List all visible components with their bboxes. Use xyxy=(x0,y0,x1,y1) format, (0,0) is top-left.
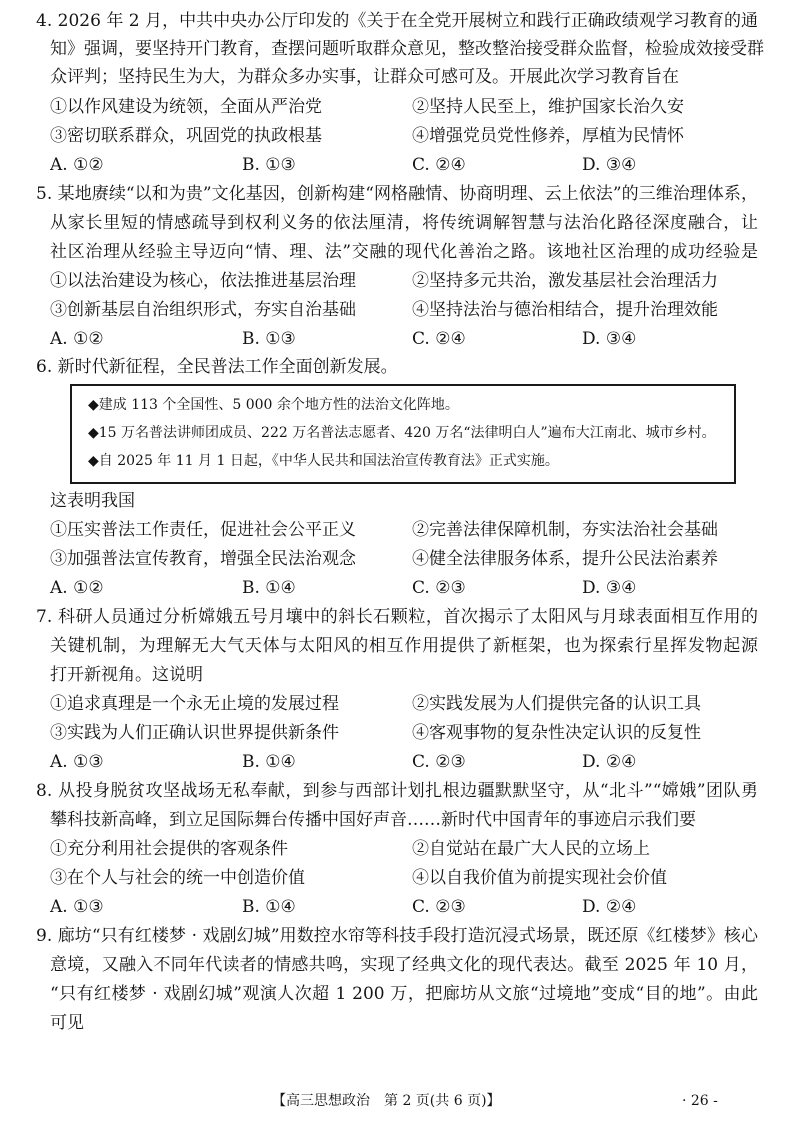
q5-option-4: ④坚持法治与德治相结合，提升治理效能 xyxy=(412,300,718,320)
q8-option-3: ③在个人与社会的统一中创造价值 xyxy=(50,868,305,888)
q7-answer-d: D. ②④ xyxy=(582,752,637,772)
q6-material-item: ◆自 2025 年 11 月 1 日起，《中华人民共和国法治宣传教育法》正式实施。 xyxy=(88,453,559,469)
q6-answer-b: B. ①④ xyxy=(242,578,296,598)
q9-stem-line: 可见 xyxy=(50,1013,84,1033)
q7-stem-line: 7. 科研人员通过分析嫦娥五号月壤中的斜长石颗粒，首次揭示了太阳风与月球表面相互作用的 xyxy=(36,607,758,627)
q4-option-2: ②坚持人民至上，维护国家长治久安 xyxy=(412,97,684,117)
q7-answer-c: C. ②③ xyxy=(412,752,466,772)
q5-stem-line: 从家长里短的情感疏导到权利义务的依法厘清，将传统调解智慧与法治化路径深度融合，让 xyxy=(50,213,758,233)
q7-option-2: ②实践发展为人们提供完备的认识工具 xyxy=(412,694,701,714)
q8-answer-a: A. ①③ xyxy=(50,897,104,917)
q5-option-2: ②坚持多元共治，激发基层社会治理活力 xyxy=(412,271,718,291)
q4-option-1: ①以作风建设为统领，全面从严治党 xyxy=(50,97,322,117)
q4-answer-c: C. ②④ xyxy=(412,155,466,175)
q4-stem-line: 4. 2026 年 2 月，中共中央办公厅印发的《关于在全党开展树立和践行正确政绩观学习教育的通 xyxy=(36,11,758,31)
page-footer-title: 【高三思想政治 第 2 页(共 6 页)】 xyxy=(272,1093,501,1109)
q8-option-4: ④以自我价值为前提实现社会价值 xyxy=(412,868,667,888)
q6-option-1: ①压实普法工作责任，促进社会公平正义 xyxy=(50,520,356,540)
q6-answer-a: A. ①② xyxy=(50,578,104,598)
q7-answer-a: A. ①③ xyxy=(50,752,104,772)
q8-option-2: ②自觉站在最广大人民的立场上 xyxy=(412,839,650,859)
q5-stem-line: 5. 某地赓续“以和为贵”文化基因，创新构建“网格融情、协商明理、云上依法”的三维治理体系， xyxy=(36,184,758,204)
q5-stem-line: 社区治理从经验主导迈向“情、理、法”交融的现代化善治之路。该地社区治理的成功经验是 xyxy=(50,242,758,262)
q6-lead: 这表明我国 xyxy=(50,491,135,511)
q5-answer-c: C. ②④ xyxy=(412,329,466,349)
q4-stem-line: 众评判；坚持民生为大，为群众多办实事，让群众可感可及。开展此次学习教育旨在 xyxy=(50,67,679,87)
q7-option-4: ④客观事物的复杂性决定认识的反复性 xyxy=(412,723,701,743)
q6-answer-d: D. ③④ xyxy=(582,578,637,598)
q6-material-box xyxy=(70,384,736,484)
q4-answer-d: D. ③④ xyxy=(582,155,637,175)
q9-stem-line: “只有红楼梦 · 戏剧幻城”观演人次超 1 200 万，把廊坊从文旅“过境地”变成“目的地”。由此 xyxy=(50,984,758,1004)
q6-answer-c: C. ②③ xyxy=(412,578,466,598)
q7-answer-b: B. ①④ xyxy=(242,752,296,772)
q8-answer-c: C. ②③ xyxy=(412,897,466,917)
q4-stem-line: 知》强调，要坚持开门教育，查摆问题听取群众意见，整改整治接受群众监督，检验成效接受群 xyxy=(50,39,764,59)
q9-stem-line: 意境，又融入不同年代读者的情感共鸣，实现了经典文化的现代表达。截至 2025 年 10 月， xyxy=(50,955,758,975)
q8-stem-line: 攀科技新高峰，到立足国际舞台传播中国好声音……新时代中国青年的事迹启示我们要 xyxy=(50,810,696,830)
q6-option-4: ④健全法律服务体系，提升公民法治素养 xyxy=(412,549,718,569)
q5-option-3: ③创新基层自治组织形式，夯实自治基础 xyxy=(50,300,356,320)
q6-material-item: ◆15 万名普法讲师团成员、222 万名普法志愿者、420 万名“法律明白人”遍布大江南北、城市乡村。 xyxy=(88,425,716,441)
q8-option-1: ①充分利用社会提供的客观条件 xyxy=(50,839,288,859)
q7-option-3: ③实践为人们正确认识世界提供新条件 xyxy=(50,723,339,743)
q4-option-3: ③密切联系群众，巩固党的执政根基 xyxy=(50,126,322,146)
q5-answer-b: B. ①③ xyxy=(242,329,296,349)
q7-stem-line: 打开新视角。这说明 xyxy=(50,665,203,685)
q7-stem-line: 关键机制，为理解无大气天体与太阳风的相互作用提供了新框架，也为探索行星挥发物起源 xyxy=(50,636,758,656)
q7-option-1: ①追求真理是一个永无止境的发展过程 xyxy=(50,694,339,714)
q6-material-item: ◆建成 113 个全国性、5 000 余个地方性的法治文化阵地。 xyxy=(88,397,459,413)
q5-answer-d: D. ③④ xyxy=(582,329,637,349)
q5-answer-a: A. ①② xyxy=(50,329,104,349)
q6-stem-line: 6. 新时代新征程，全民普法工作全面创新发展。 xyxy=(36,357,398,377)
q4-answer-a: A. ①② xyxy=(50,155,104,175)
q8-stem-line: 8. 从投身脱贫攻坚战场无私奉献，到参与西部计划扎根边疆默默坚守，从“北斗”“嫦娥”团队勇 xyxy=(36,781,758,801)
q8-answer-d: D. ②④ xyxy=(582,897,637,917)
q4-answer-b: B. ①③ xyxy=(242,155,296,175)
q4-option-4: ④增强党员党性修养，厚植为民情怀 xyxy=(412,126,684,146)
q6-option-2: ②完善法律保障机制，夯实法治社会基础 xyxy=(412,520,718,540)
q9-stem-line: 9. 廊坊“只有红楼梦 · 戏剧幻城”用数控水帘等科技手段打造沉浸式场景，既还原《红楼梦》核心 xyxy=(36,926,758,946)
q5-option-1: ①以法治建设为核心，依法推进基层治理 xyxy=(50,271,356,291)
page-code: · 26 - xyxy=(682,1093,718,1109)
q8-answer-b: B. ①④ xyxy=(242,897,296,917)
q6-option-3: ③加强普法宣传教育，增强全民法治观念 xyxy=(50,549,356,569)
